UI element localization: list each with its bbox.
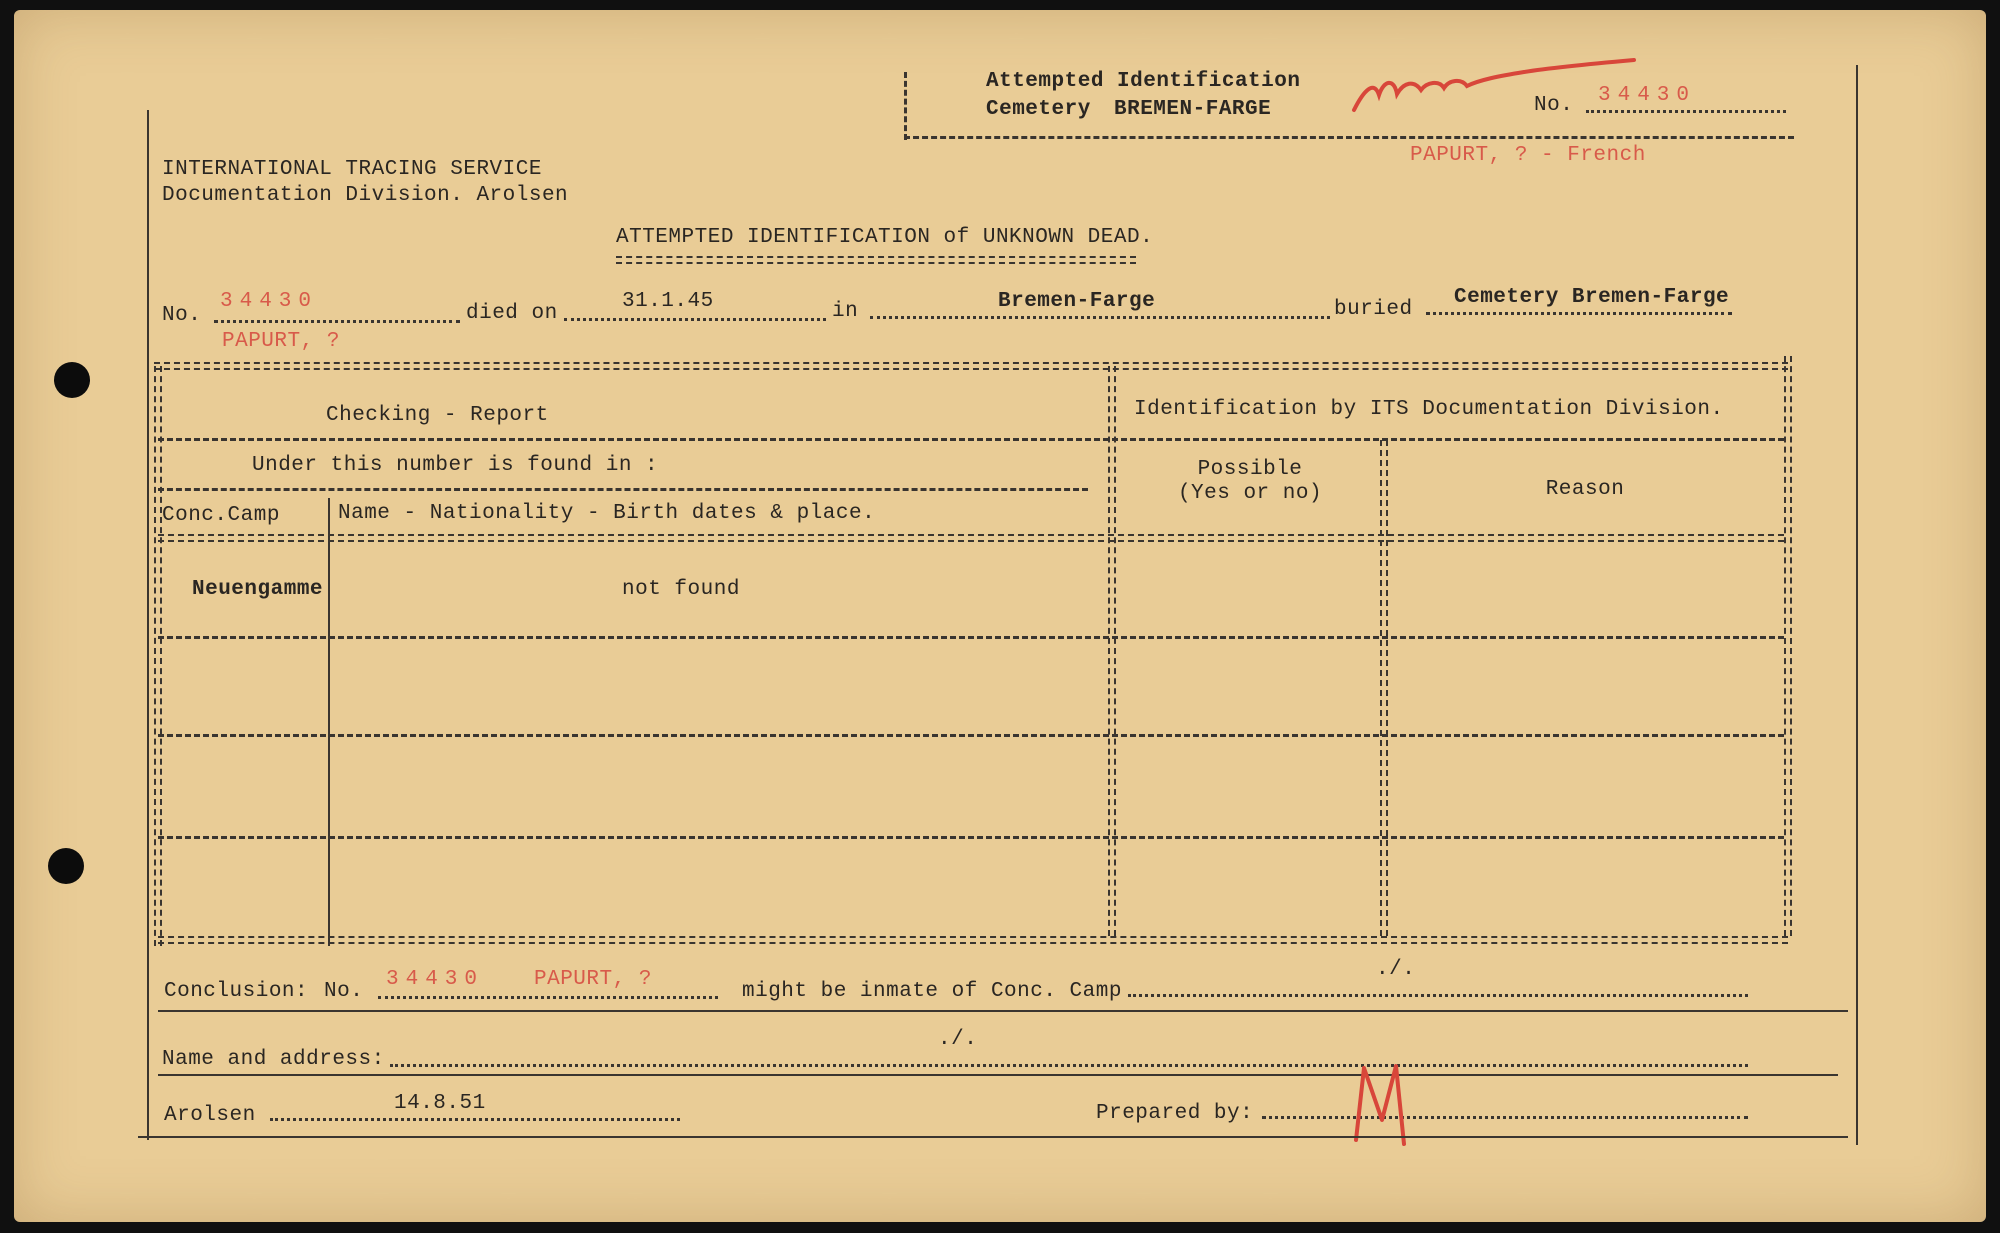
conclusion-label: Conclusion: [164, 980, 309, 1003]
in-label: in [832, 300, 859, 323]
top-number-label: No. [1534, 94, 1574, 117]
name-address-dots [390, 1064, 1748, 1067]
col-name-header: Name - Nationality - Birth dates & place. [338, 502, 876, 525]
name-address-rule [158, 1074, 1838, 1076]
conclusion-no-label: No. [324, 980, 364, 1003]
table-bottom-border [158, 936, 1788, 944]
under-number-line [158, 488, 1088, 491]
footer-date-dots [270, 1118, 680, 1121]
table-row-3-bottom [158, 836, 1784, 839]
header-box-bottom-line [904, 136, 1794, 139]
col-possible-header-2: (Yes or no) [1177, 482, 1323, 505]
table-header-line [158, 438, 1784, 441]
died-label: died on [466, 302, 558, 325]
table-row-2-bottom [158, 734, 1784, 737]
table-row-1-name: not found [622, 578, 740, 601]
organization-line2: Documentation Division. Arolsen [162, 184, 569, 207]
right-frame-line [1856, 65, 1858, 1145]
conclusion-rule [158, 1010, 1848, 1012]
prepared-by-dots [1262, 1116, 1748, 1119]
table-divider-possible-reason [1380, 440, 1388, 936]
footer-date: 14.8.51 [394, 1092, 486, 1115]
record-no-value: 34430 [220, 290, 319, 313]
col-camp-header: Conc.Camp [162, 504, 280, 527]
header-box-line1: Attempted Identification [986, 70, 1301, 93]
conclusion-name-value: PAPURT, ? [534, 968, 652, 991]
identification-header: Identification by ITS Documentation Division. [1134, 398, 1724, 421]
name-address-label: Name and address: [162, 1048, 385, 1071]
footer-rule [138, 1136, 1848, 1138]
died-dots [564, 318, 826, 321]
punch-hole-lower [48, 848, 84, 884]
table-row-1-bottom [158, 636, 1784, 639]
table-column-header-bottom [158, 534, 1784, 542]
conclusion-camp-value: ./. [1376, 958, 1416, 981]
header-box-cemetery: BREMEN-FARGE [1114, 98, 1272, 121]
index-card [14, 10, 1986, 1222]
table-right-border [1784, 356, 1792, 936]
table-row-1-camp: Neuengamme [192, 578, 324, 601]
table-divider-checking-identification [1108, 366, 1116, 936]
punch-hole-upper [54, 362, 90, 398]
footer-place: Arolsen [164, 1104, 256, 1127]
col-possible-header-1: Possible [1197, 458, 1303, 481]
in-value: Bremen-Farge [998, 290, 1156, 313]
buried-dots [1426, 312, 1732, 315]
prepared-by-label: Prepared by: [1096, 1102, 1254, 1125]
conclusion-camp-dots [1128, 994, 1748, 997]
conclusion-no-dots [378, 996, 718, 999]
top-name: PAPURT, ? - French [1410, 144, 1646, 167]
prepared-by-initial-text: M [1350, 1060, 1351, 1061]
died-value: 31.1.45 [622, 290, 714, 313]
form-title-underline [616, 256, 1136, 264]
record-no-label: No. [162, 304, 202, 327]
name-address-value: ./. [938, 1028, 978, 1051]
buried-label: buried [1334, 298, 1413, 321]
table-divider-camp-name [328, 498, 330, 946]
in-dots [870, 316, 1330, 319]
top-number-dots [1586, 110, 1786, 113]
organization-line1: INTERNATIONAL TRACING SERVICE [162, 158, 542, 181]
form-title: ATTEMPTED IDENTIFICATION of UNKNOWN DEAD. [616, 226, 1154, 249]
left-frame-line [147, 110, 149, 1140]
under-number-text: Under this number is found in : [252, 454, 659, 477]
conclusion-might-be: might be inmate of Conc. Camp [742, 980, 1122, 1003]
top-number-value: 34430 [1598, 84, 1697, 107]
buried-value: Cemetery Bremen-Farge [1454, 286, 1730, 309]
handwritten-note-text: none [1349, 50, 1352, 51]
table-left-border [154, 366, 162, 946]
header-box-left-edge [904, 72, 907, 140]
col-reason-header: Reason [1545, 478, 1625, 501]
record-name-below: PAPURT, ? [222, 330, 340, 353]
record-no-dots [214, 320, 460, 323]
table-top-border [154, 362, 1788, 370]
header-box-line2-prefix: Cemetery [986, 98, 1091, 121]
checking-report-header: Checking - Report [326, 404, 549, 427]
conclusion-no-value: 34430 [386, 968, 485, 991]
